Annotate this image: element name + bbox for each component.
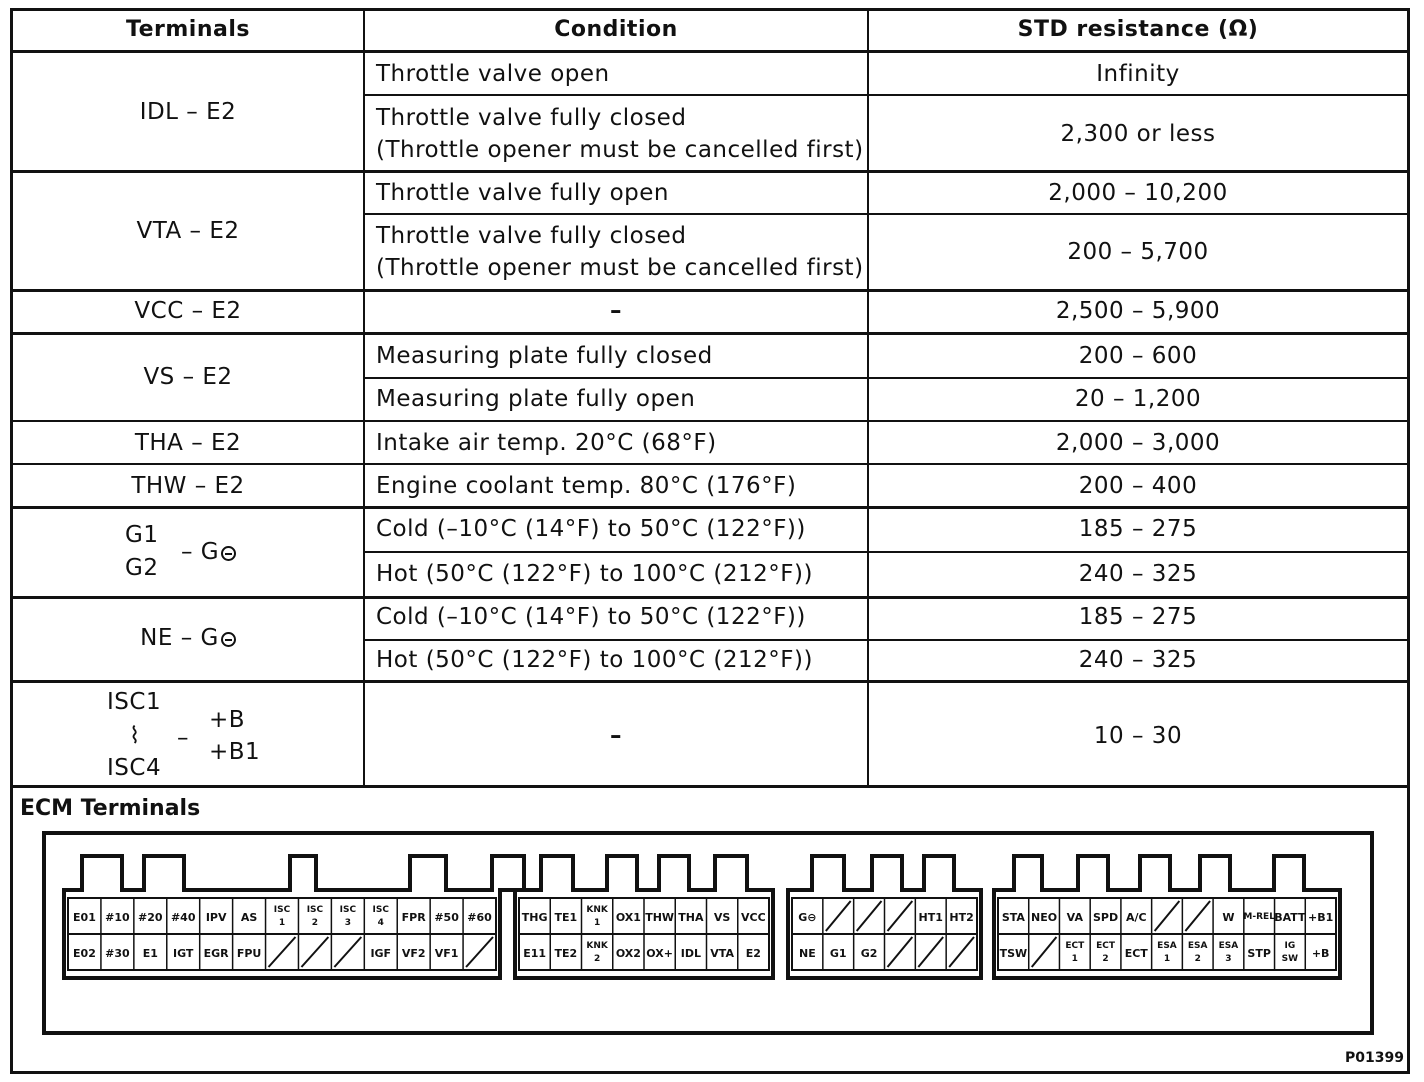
empty-pin-slash (334, 937, 361, 967)
resistance-value: 200 – 5,700 (1067, 239, 1209, 265)
ecm-pin: ISC 1 (273, 905, 291, 928)
empty-pin-slash (888, 901, 913, 931)
ecm-pin: BATT (1274, 910, 1306, 924)
ecm-pin: ESA 2 (1187, 941, 1208, 964)
ecm-pin: OX+ (646, 946, 673, 960)
header-terminals: Terminals (126, 17, 250, 42)
terminal-suffix (181, 536, 236, 568)
ecm-pin: #20 (138, 910, 163, 924)
ecm-pin: STA (1001, 910, 1025, 924)
ecm-pin: ISC 4 (372, 905, 389, 928)
resistance-value: 2,000 – 10,200 (1048, 180, 1228, 206)
ecm-pin: KNK 1 (586, 905, 608, 928)
ecm-pin: NEO (1031, 910, 1058, 924)
empty-pin-slash (888, 937, 913, 967)
ecm-pin: IPV (205, 910, 227, 924)
ecm-pin: VS (713, 910, 731, 924)
condition-text: Intake air temp. 20°C (68°F) (376, 430, 717, 456)
row-rule (10, 420, 1410, 422)
header-condition: Condition (554, 17, 678, 42)
ecm-pin: G⊖ (798, 910, 817, 924)
empty-pin-slash (269, 937, 296, 967)
header-resistance: STD resistance (Ω) (1017, 17, 1259, 42)
row-rule (10, 596, 1410, 599)
row-rule (10, 463, 1410, 465)
ecm-pin: G1 (829, 946, 847, 960)
ecm-pin: THG (521, 910, 548, 924)
resistance-value: 2,300 or less (1060, 121, 1216, 147)
ecm-pin: E02 (73, 946, 96, 960)
terminal-right: +B (209, 707, 246, 733)
ecm-connector-3 (788, 856, 981, 1016)
condition-text: Hot (50°C (122°F) to 100°C (212°F)) (376, 647, 813, 673)
ecm-pin: ECT 1 (1065, 941, 1085, 964)
ecm-pin: IDL (680, 946, 701, 960)
ecm-title: ECM Terminals (20, 796, 201, 821)
ecm-pin: ESA 3 (1218, 941, 1239, 964)
empty-pin-slash (949, 937, 974, 967)
terminal-dash: – (177, 725, 189, 751)
ground-negative-icon (221, 632, 236, 647)
ecm-pin: HT2 (949, 910, 974, 924)
ecm-pin: E1 (142, 946, 158, 960)
row-rule (10, 332, 1410, 335)
condition-text: Hot (50°C (122°F) to 100°C (212°F)) (376, 561, 813, 587)
ecm-pin: FPR (401, 910, 426, 924)
ecm-pin: #60 (467, 910, 492, 924)
resistance-value: 10 – 30 (1093, 723, 1183, 749)
ecm-pin: TE2 (554, 946, 578, 960)
terminal-thw-e2: THW – E2 (131, 473, 245, 499)
empty-pin-slash (1185, 901, 1210, 931)
ecm-pin: NE (799, 946, 816, 960)
ecm-pin: VF1 (434, 946, 459, 960)
subrow-rule (363, 94, 1410, 96)
resistance-value: 240 – 325 (1078, 561, 1198, 587)
ecm-pin: VTA (710, 946, 734, 960)
condition-text: Throttle valve fully closed (Throttle opener must be cancelled first) (376, 105, 864, 163)
empty-pin-slash (1032, 937, 1057, 967)
ecm-pin: TE1 (554, 910, 578, 924)
resistance-value: 200 – 400 (1078, 473, 1198, 499)
terminal-idl-e2: IDL – E2 (139, 99, 237, 125)
terminal-vcc-e2: VCC – E2 (134, 298, 242, 324)
condition-text: Cold (–10°C (14°F) to 50°C (122°F)) (376, 604, 806, 630)
ecm-pin: AS (240, 910, 258, 924)
ecm-pin: #10 (105, 910, 130, 924)
resistance-value: 240 – 325 (1078, 647, 1198, 673)
ecm-pin: +B1 (1307, 910, 1334, 924)
ecm-pin: SPD (1092, 910, 1119, 924)
terminal-suffix-text: – G (181, 539, 220, 565)
subrow-rule (363, 213, 1410, 215)
ecm-pin: ISC 2 (306, 905, 324, 928)
ecm-pin: OX1 (615, 910, 641, 924)
ecm-pin: E01 (73, 910, 96, 924)
ecm-pin: A/C (1125, 910, 1147, 924)
ecm-pin: TSW (999, 946, 1028, 960)
resistance-value: 2,500 – 5,900 (1055, 298, 1221, 324)
empty-pin-slash (918, 937, 943, 967)
empty-pin-slash (466, 937, 493, 967)
ecm-pin: VF2 (401, 946, 426, 960)
empty-pin-slash (1155, 901, 1180, 931)
ecm-pin: OX2 (615, 946, 641, 960)
ecm-pin: E2 (745, 946, 761, 960)
reference-code: P01399 (1345, 1050, 1404, 1066)
ecm-pin: W (1222, 910, 1235, 924)
empty-pin-slash (826, 901, 851, 931)
col-divider-1 (363, 8, 365, 788)
empty-pin-slash (857, 901, 882, 931)
terminal-right: +B1 (209, 739, 261, 765)
ecm-pin: KNK 2 (586, 941, 608, 964)
resistance-value: 185 – 275 (1078, 516, 1198, 542)
ecm-pin: ECT (1124, 946, 1148, 960)
ecm-pin: #50 (434, 910, 459, 924)
ecm-connector-4 (994, 856, 1340, 1016)
terminal-line: G1 (125, 522, 159, 548)
terminal-ne-g (13, 622, 363, 654)
terminal-tha-e2: THA – E2 (134, 430, 242, 456)
ecm-pin: IGF (370, 946, 392, 960)
terminal-ne-text: NE – G (140, 625, 219, 651)
ecm-pin: IGT (173, 946, 194, 960)
ecm-connector-1 (64, 856, 500, 1016)
ground-negative-icon (221, 546, 236, 561)
subrow-rule (363, 551, 1410, 553)
row-rule (10, 170, 1410, 173)
terminal-line: ⌇ (129, 723, 141, 749)
condition-text: Measuring plate fully closed (376, 343, 713, 369)
ecm-pin: VA (1066, 910, 1083, 924)
ecm-pin: ISC 3 (339, 905, 357, 928)
ecm-pin: ECT 2 (1096, 941, 1115, 964)
ecm-pin: #30 (105, 946, 130, 960)
terminal-line: G2 (125, 555, 159, 581)
terminal-vta-e2: VTA – E2 (136, 218, 240, 244)
terminal-vs-e2: VS – E2 (143, 364, 233, 390)
terminal-g1-g2-g (13, 516, 363, 592)
terminal-line: ISC4 (107, 755, 162, 781)
terminal-isc-b (13, 686, 363, 786)
ecm-pin: THA (678, 910, 704, 924)
row-rule (10, 506, 1410, 509)
ecm-pin: G2 (860, 946, 878, 960)
ecm-pin: HT1 (918, 910, 943, 924)
condition-text: Throttle valve fully open (376, 180, 669, 206)
ecm-pin: IG SW (1281, 941, 1299, 964)
condition-text: Throttle valve open (376, 61, 610, 87)
ecm-pin: STP (1247, 946, 1271, 960)
subrow-rule (363, 377, 1410, 379)
condition-text: – (610, 723, 622, 749)
resistance-value: 20 – 1,200 (1074, 386, 1202, 412)
condition-text: Cold (–10°C (14°F) to 50°C (122°F)) (376, 516, 806, 542)
resistance-value: 2,000 – 3,000 (1055, 430, 1221, 456)
resistance-value: 200 – 600 (1078, 343, 1198, 369)
ecm-pin: ESA 1 (1157, 941, 1177, 964)
ecm-pin: M-REL (1243, 911, 1275, 922)
condition-text: Throttle valve fully closed (Throttle opener must be cancelled first) (376, 223, 864, 281)
ecm-pin: +B (1311, 946, 1330, 960)
subrow-rule (363, 639, 1410, 641)
ecm-pin: THW (645, 910, 675, 924)
empty-pin-slash (301, 937, 328, 967)
condition-text: Engine coolant temp. 80°C (176°F) (376, 473, 797, 499)
terminal-line: ISC1 (107, 689, 162, 715)
row-rule (10, 680, 1410, 683)
condition-text: – (610, 298, 622, 324)
condition-text: Measuring plate fully open (376, 386, 696, 412)
ecm-pin: EGR (203, 946, 229, 960)
resistance-value: 185 – 275 (1078, 604, 1198, 630)
ecm-pin: E11 (523, 946, 547, 960)
header-rule (10, 50, 1410, 53)
row-rule (10, 289, 1410, 292)
resistance-value: Infinity (1096, 61, 1180, 87)
ecm-pin: FPU (236, 946, 262, 960)
ecm-pin: VCC (741, 910, 766, 924)
ecm-pin: #40 (170, 910, 196, 924)
ecm-connector-2 (515, 856, 773, 1016)
